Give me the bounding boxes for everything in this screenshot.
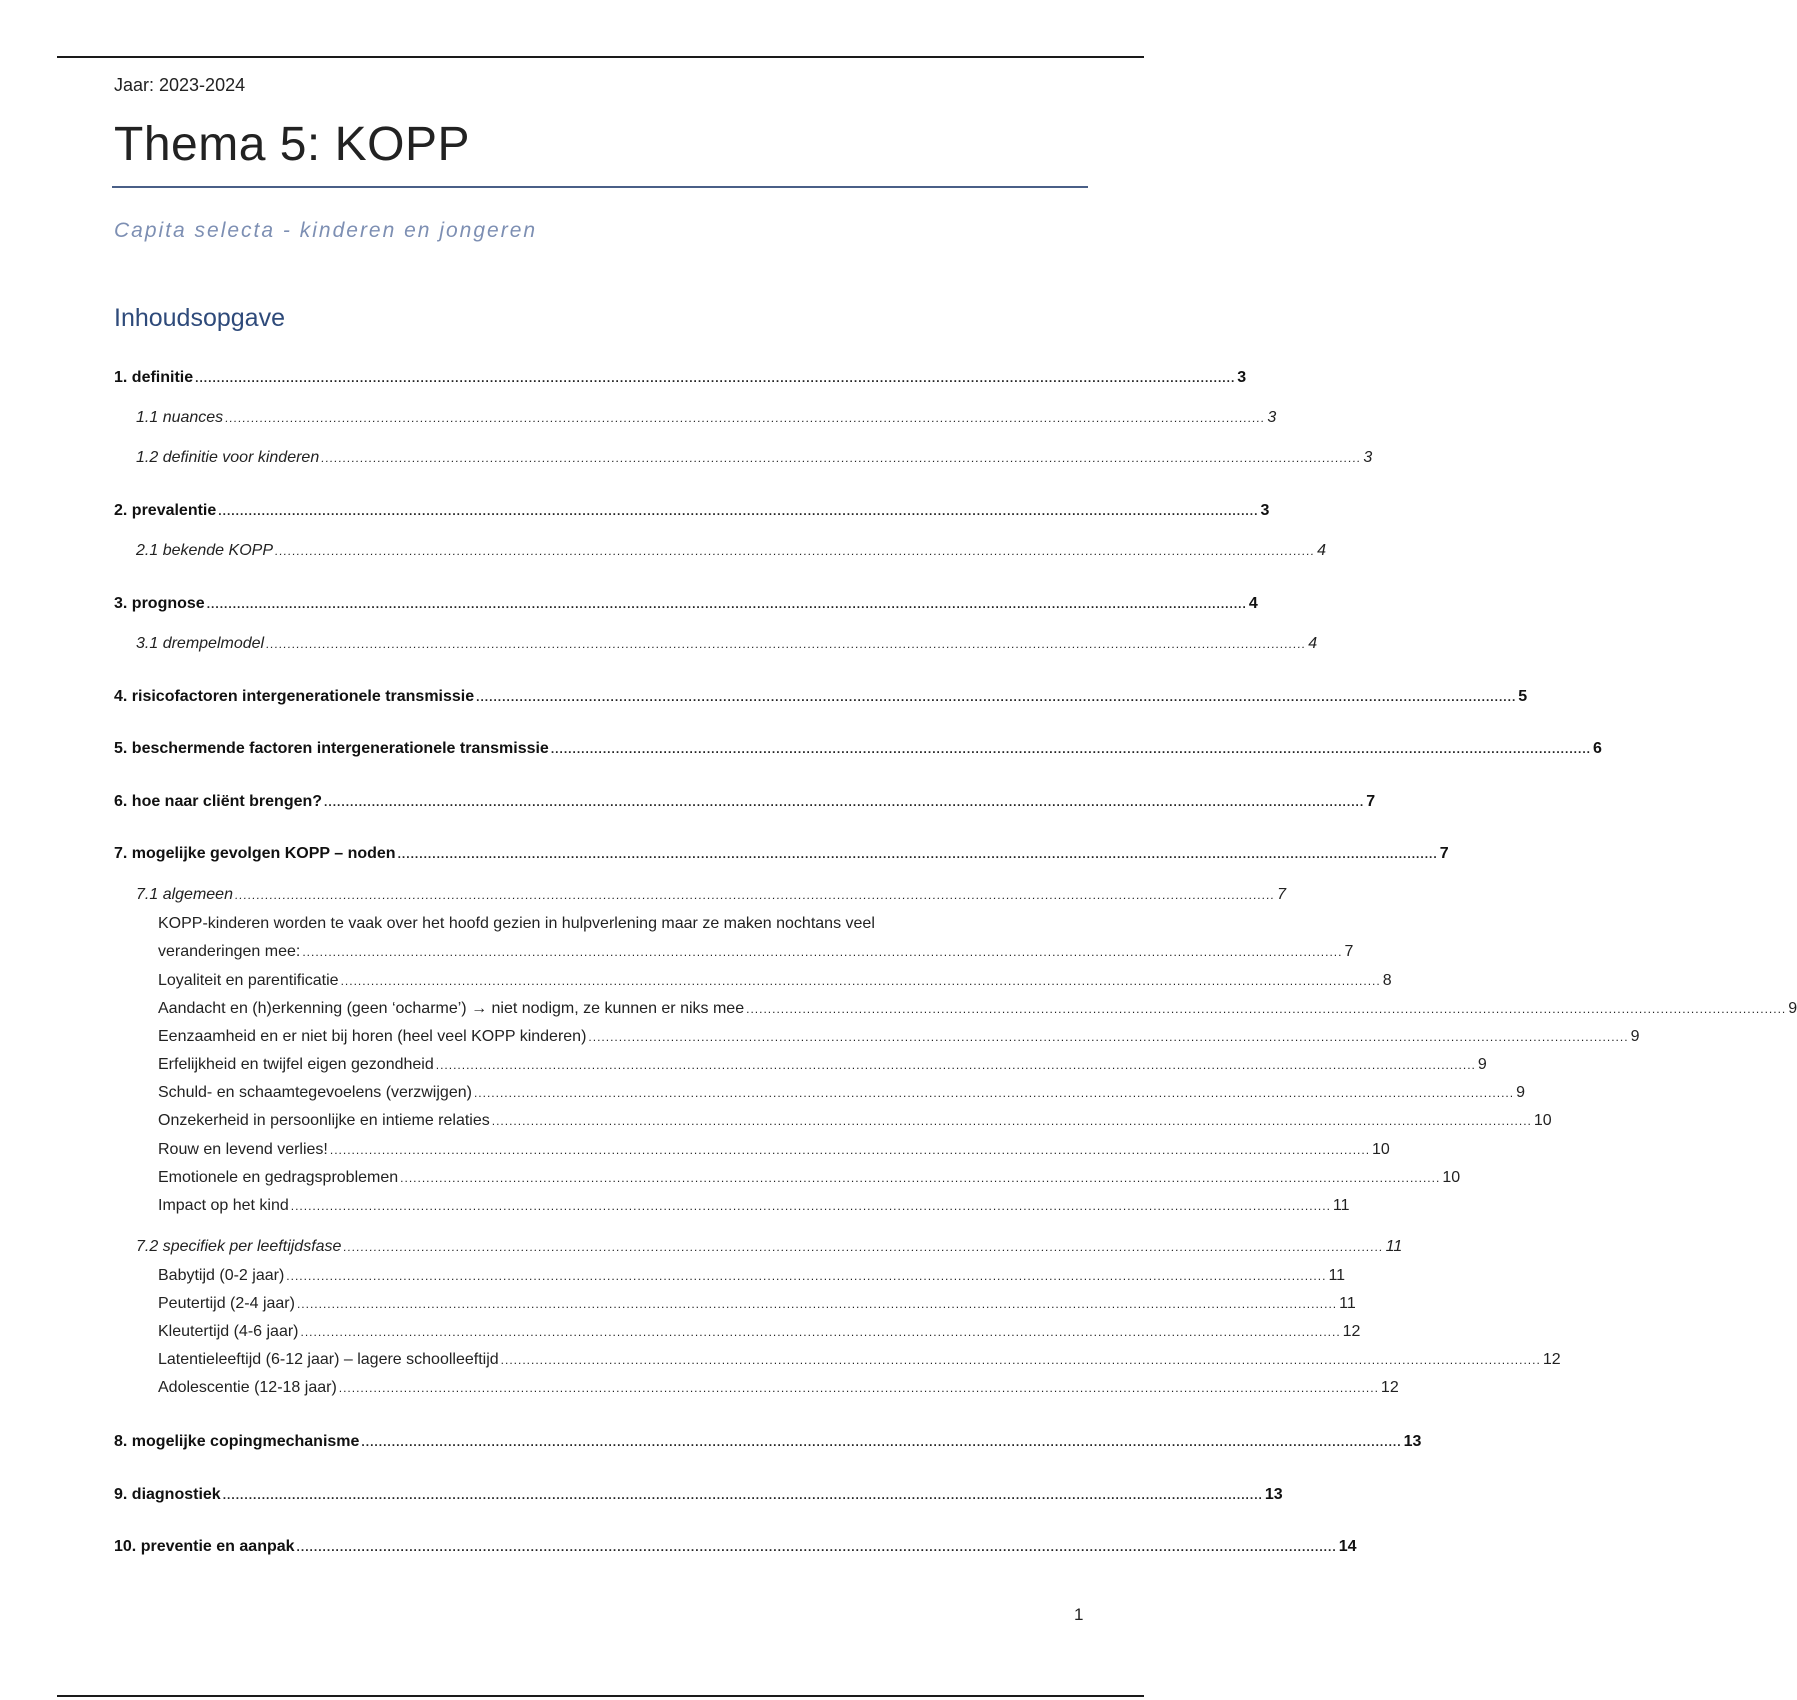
- toc-entry[interactable]: [158, 1140, 1390, 1160]
- toc-entry-page: 13: [1264, 1486, 1283, 1503]
- toc-entry[interactable]: [114, 1485, 1283, 1505]
- toc-entry-label: Onzekerheid in persoonlijke en intieme relaties: [158, 1112, 490, 1129]
- toc-entry[interactable]: [114, 739, 1602, 759]
- leader-dots: ................................................................................................................................................................................................................................................: [746, 1002, 1787, 1016]
- leader-dots: ................................................................................................................................................................................................................................................: [361, 1435, 1402, 1449]
- toc-entry-page: 7: [1366, 793, 1376, 810]
- toc-entry-label: Rouw en levend verlies!: [158, 1141, 328, 1158]
- toc-entry[interactable]: [136, 408, 1277, 428]
- toc-entry-label: 1.2 definitie voor kinderen: [136, 449, 320, 466]
- toc-entry-label: Adolescentie (12-18 jaar): [158, 1379, 337, 1396]
- toc-entry-label: 1. definitie: [114, 369, 194, 386]
- leader-dots: ................................................................................................................................................................................................................................................: [195, 371, 1236, 385]
- page-number: 1: [1074, 1605, 1084, 1624]
- toc-entry-label: 6. hoe naar cliënt brengen?: [114, 793, 323, 810]
- toc-entry-page: 8: [1382, 972, 1392, 989]
- toc-entry-label: Erfelijkheid en twijfel eigen gezondheid: [158, 1056, 434, 1073]
- toc-entry-page: 12: [1380, 1379, 1399, 1396]
- toc-entry-label: Kleutertijd (4-6 jaar): [158, 1323, 299, 1340]
- toc-entry-page: 3: [1267, 409, 1277, 426]
- leader-dots: ................................................................................................................................................................................................................................................: [321, 451, 1362, 465]
- toc-entry-page: 7: [1344, 943, 1354, 960]
- toc-entry[interactable]: [114, 1432, 1422, 1452]
- leader-dots: ................................................................................................................................................................................................................................................: [302, 945, 1343, 959]
- leader-dots: ................................................................................................................................................................................................................................................: [300, 1325, 1341, 1339]
- toc-entry[interactable]: [158, 1378, 1399, 1398]
- toc-entry-label: 10. preventie en aanpak: [114, 1538, 295, 1555]
- leader-dots: ................................................................................................................................................................................................................................................: [218, 504, 1259, 518]
- toc-entry-page: 7: [1277, 886, 1287, 903]
- toc-entry-page: 10: [1442, 1169, 1461, 1186]
- toc-entry[interactable]: [114, 501, 1270, 521]
- toc-entry-page: 10: [1372, 1141, 1390, 1158]
- toc-entry[interactable]: [114, 594, 1258, 614]
- leader-dots: ................................................................................................................................................................................................................................................: [296, 1540, 1337, 1554]
- toc-entry[interactable]: [158, 971, 1392, 991]
- toc-entry[interactable]: [158, 1083, 1525, 1103]
- toc-entry-page: 11: [1332, 1197, 1350, 1214]
- leader-dots: ................................................................................................................................................................................................................................................: [550, 742, 1591, 756]
- toc-entry[interactable]: [158, 1027, 1640, 1047]
- toc-entry-label: 7. mogelijke gevolgen KOPP – noden: [114, 845, 396, 862]
- toc-entry-page: 3: [1237, 369, 1247, 386]
- toc-entry-label: 2.1 bekende KOPP: [136, 542, 273, 559]
- leader-dots: ................................................................................................................................................................................................................................................: [225, 411, 1266, 425]
- toc-entry[interactable]: [158, 1111, 1552, 1131]
- toc-entry[interactable]: [158, 1055, 1487, 1075]
- leader-dots: ................................................................................................................................................................................................................................................: [266, 637, 1307, 651]
- leader-dots: ................................................................................................................................................................................................................................................: [338, 1381, 1379, 1395]
- toc-heading: Inhoudsopgave: [114, 304, 285, 332]
- leader-dots: ................................................................................................................................................................................................................................................: [329, 1143, 1371, 1157]
- toc-entry[interactable]: [136, 634, 1318, 654]
- toc-entry[interactable]: [158, 1350, 1561, 1370]
- leader-dots: ................................................................................................................................................................................................................................................: [500, 1353, 1541, 1367]
- toc-entry[interactable]: [136, 541, 1327, 561]
- toc-entry-label: Babytijd (0-2 jaar): [158, 1267, 285, 1284]
- leader-dots: ................................................................................................................................................................................................................................................: [476, 690, 1517, 704]
- toc-entry[interactable]: [158, 1294, 1356, 1314]
- toc-entry-page: 11: [1339, 1295, 1356, 1312]
- toc-entry-label: Latentieleeftijd (6-12 jaar) – lagere schoolleeftijd: [158, 1351, 499, 1368]
- toc-entry-label: Loyaliteit en parentificatie: [158, 972, 339, 989]
- toc-entry-label: 7.2 specifiek per leeftijdsfase: [136, 1238, 342, 1255]
- leader-dots: ................................................................................................................................................................................................................................................: [274, 544, 1316, 558]
- toc-entry-page: 4: [1308, 635, 1318, 652]
- toc-entry-page: 3: [1363, 449, 1373, 466]
- toc-entry[interactable]: [114, 687, 1528, 707]
- toc-entry-page: 9: [1477, 1056, 1487, 1073]
- leader-dots: ................................................................................................................................................................................................................................................: [206, 597, 1247, 611]
- toc-entry-label: 7.1 algemeen: [136, 886, 233, 903]
- toc-entry-label: 1.1 nuances: [136, 409, 224, 426]
- toc-entry-page: 6: [1592, 740, 1602, 757]
- toc-entry[interactable]: [158, 1196, 1350, 1216]
- toc-entry-page: 9: [1630, 1028, 1640, 1045]
- toc-entry-label: Schuld- en schaamtegevoelens (verzwijgen): [158, 1084, 472, 1101]
- toc-entry[interactable]: [114, 368, 1247, 388]
- toc-entry-page: 7: [1439, 845, 1449, 862]
- toc-entry-page: 4: [1317, 542, 1327, 559]
- toc-entry[interactable]: [158, 1266, 1346, 1286]
- toc-entry-label: Peutertijd (2-4 jaar): [158, 1295, 295, 1312]
- leader-dots: ................................................................................................................................................................................................................................................: [324, 795, 1365, 809]
- toc-entry-label-line1: KOPP-kinderen worden te vaak over het hoofd gezien in hulpverlening maar ze maken nochtans veel: [158, 915, 875, 932]
- toc-entry-label: veranderingen mee:: [158, 943, 301, 960]
- toc-entry-page: 9: [1788, 1000, 1797, 1017]
- toc-entry-label: Eenzaamheid en er niet bij horen (heel veel KOPP kinderen): [158, 1028, 587, 1045]
- toc-entry[interactable]: [114, 792, 1376, 812]
- toc-entry[interactable]: [136, 885, 1287, 905]
- toc-entry-page: 9: [1516, 1084, 1525, 1101]
- toc-entry-page: 4: [1248, 595, 1258, 612]
- leader-dots: ................................................................................................................................................................................................................................................: [286, 1269, 1327, 1283]
- year-label: Jaar: 2023-2024: [114, 75, 246, 95]
- leader-dots: ................................................................................................................................................................................................................................................: [491, 1114, 1532, 1128]
- toc-entry-label: 4. risicofactoren intergenerationele transmissie: [114, 688, 475, 705]
- toc-entry-page: 12: [1342, 1323, 1361, 1340]
- leader-dots: ................................................................................................................................................................................................................................................: [290, 1199, 1331, 1213]
- toc-entry-label: 8. mogelijke copingmechanisme: [114, 1433, 360, 1450]
- leader-dots: ................................................................................................................................................................................................................................................: [343, 1240, 1384, 1254]
- leader-dots: ................................................................................................................................................................................................................................................: [400, 1171, 1441, 1185]
- toc-entry-page: 5: [1518, 688, 1528, 705]
- title-underline: [112, 186, 1088, 188]
- leader-dots: ................................................................................................................................................................................................................................................: [222, 1488, 1263, 1502]
- leader-dots: ................................................................................................................................................................................................................................................: [473, 1086, 1515, 1100]
- toc-entry-label: Aandacht en (h)erkenning (geen ‘ocharme’) → niet nodigm, ze kunnen er niks mee: [158, 1000, 745, 1017]
- leader-dots: ................................................................................................................................................................................................................................................: [340, 974, 1381, 988]
- toc-entry-page: 12: [1542, 1351, 1561, 1368]
- toc-entry-label: Emotionele en gedragsproblemen: [158, 1169, 399, 1186]
- leader-dots: ................................................................................................................................................................................................................................................: [588, 1030, 1629, 1044]
- leader-dots: ................................................................................................................................................................................................................................................: [435, 1058, 1476, 1072]
- toc-entry-page: 10: [1533, 1112, 1552, 1129]
- toc-entry-page: 13: [1403, 1433, 1422, 1450]
- toc-entry-page: 11: [1328, 1267, 1346, 1284]
- toc-entry-label: 3. prognose: [114, 595, 205, 612]
- toc-entry[interactable]: [158, 942, 1354, 962]
- document-subtitle: Capita selecta - kinderen en jongeren: [114, 219, 538, 242]
- toc-entry[interactable]: [158, 999, 1797, 1019]
- toc-entry[interactable]: [158, 1322, 1361, 1342]
- document-title: Thema 5: KOPP: [114, 118, 470, 171]
- footer-rule: [57, 1695, 1144, 1697]
- toc-entry-page: 14: [1338, 1538, 1357, 1555]
- leader-dots: ................................................................................................................................................................................................................................................: [296, 1297, 1338, 1311]
- leader-dots: ................................................................................................................................................................................................................................................: [397, 847, 1438, 861]
- toc-entry[interactable]: [136, 448, 1373, 468]
- toc-entry[interactable]: [114, 1537, 1357, 1557]
- toc-entry-page: 11: [1385, 1238, 1403, 1255]
- leader-dots: ................................................................................................................................................................................................................................................: [234, 888, 1276, 902]
- toc-entry-label: 9. diagnostiek: [114, 1486, 221, 1503]
- toc-entry-label: Impact op het kind: [158, 1197, 289, 1214]
- toc-entry[interactable]: [136, 1237, 1403, 1257]
- header-rule: [57, 56, 1144, 58]
- toc-entry-page: 3: [1260, 502, 1270, 519]
- toc-entry-label: 2. prevalentie: [114, 502, 217, 519]
- toc-entry-label: 5. beschermende factoren intergenerationele transmissie: [114, 740, 549, 757]
- toc-entry-label: 3.1 drempelmodel: [136, 635, 265, 652]
- toc-entry[interactable]: [158, 1168, 1461, 1188]
- toc-entry[interactable]: [114, 844, 1449, 864]
